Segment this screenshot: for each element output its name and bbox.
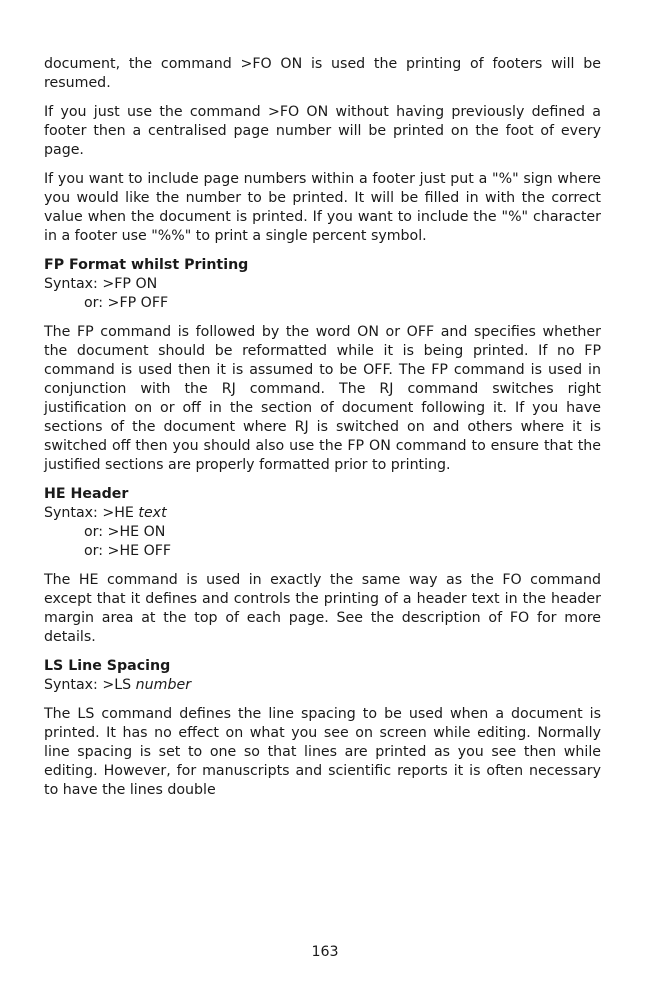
syntax-argument: number xyxy=(135,677,192,693)
syntax-prefix: Syntax: >HE xyxy=(44,505,139,521)
section-ls xyxy=(44,657,601,695)
section-heading: LS Line Spacing xyxy=(44,658,171,674)
syntax-argument: text xyxy=(138,505,167,521)
section-heading: HE Header xyxy=(44,486,129,502)
syntax-alternative: or: >FP OFF xyxy=(84,295,169,311)
paragraph: document, the command >FO ON is used the printing of footers will be resumed. xyxy=(44,56,601,91)
section-fp xyxy=(44,256,601,313)
syntax-line xyxy=(44,504,601,523)
section-he xyxy=(44,485,601,561)
section-body: The LS command defines the line spacing to be used when a document is printed. It has no effect on what you see on screen while editing. Normally line spacing is set to one so that lines are printed as you see then while editing. However, for manuscripts and scientific reports it is often necessary to have the lines double xyxy=(44,706,601,798)
syntax-alternative: or: >HE OFF xyxy=(84,543,172,559)
paragraph: If you want to include page numbers within a footer just put a "%" sign where you would like the number to be printed. It will be filled in with the correct value when the document is printed. If you want to include the "%" character in a footer use "%%" to print a single percent symbol. xyxy=(44,171,601,244)
section-body: The FP command is followed by the word ON or OFF and specifies whether the document should be reformatted while it is being printed. If no FP command is used then it is assumed to be OFF. The FP command is used in conjunction with the RJ command. The RJ command switches right justification on or off in the section of document following it. If you have sections of the document where RJ is switched on and others where it is switched off then you should also use the FP ON command to ensure that the justified sections are properly formatted prior to printing. xyxy=(44,324,601,473)
paragraph: If you just use the command >FO ON without having previously defined a footer then a centralised page number will be printed on the foot of every page. xyxy=(44,104,601,158)
page-body xyxy=(44,55,601,810)
syntax-line: Syntax: >FP ON xyxy=(44,276,158,292)
syntax-prefix: Syntax: >LS xyxy=(44,677,136,693)
syntax-line xyxy=(44,676,601,695)
section-heading: FP Format whilst Printing xyxy=(44,257,249,273)
section-body: The HE command is used in exactly the same way as the FO command except that it defines and controls the printing of a header text in the header margin area at the top of each page. See the description of FO for more details. xyxy=(44,572,601,645)
page-number: 163 xyxy=(311,944,339,960)
syntax-alternative: or: >HE ON xyxy=(84,524,166,540)
